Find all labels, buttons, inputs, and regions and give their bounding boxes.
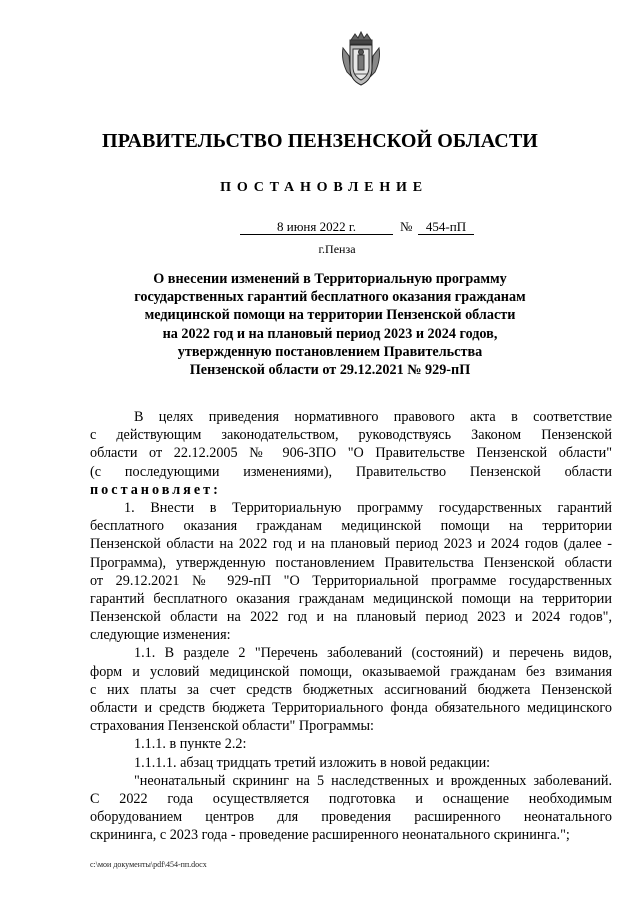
subject-line: медицинской помощи на территории Пензенской области bbox=[144, 307, 516, 324]
body-line: 1.1. В разделе 2 "Перечень заболеваний (состояний) и перечень видов, bbox=[134, 645, 612, 662]
body-line: Пензенской области на 2022 год и на плановый период 2023 и 2024 годов (далее - bbox=[90, 536, 612, 553]
document-subject bbox=[80, 270, 580, 379]
body-line: С 2022 года осуществляется подготовка и оснащение необходимым bbox=[90, 790, 612, 807]
body-line: В целях приведения нормативного правового акта в соответствие bbox=[134, 409, 612, 425]
number-sign: № bbox=[400, 219, 413, 234]
body-line: страхования Пензенской области" Программы: bbox=[90, 718, 374, 735]
document-body bbox=[90, 408, 612, 845]
body-line: области от 22.12.2005 № 906-ЗПО "О Правительстве Пензенской области" bbox=[90, 445, 612, 462]
body-line: области и средств бюджета Территориального фонда обязательного медицинского bbox=[90, 700, 612, 716]
body-line: (с последующими изменениями), Правительство Пензенской области bbox=[90, 463, 612, 480]
body-line: с них платы за счет средств бюджетных ассигнований бюджета Пензенской bbox=[90, 681, 612, 698]
body-line: 1.1.1.1. абзац тридцать третий изложить в новой редакции: bbox=[134, 754, 491, 771]
body-line: оборудованием центров для проведения расширенного неонатального bbox=[90, 809, 612, 826]
body-line: 1.1.1. в пункте 2.2: bbox=[134, 736, 247, 753]
body-line: скрининга, с 2023 года - проведение расширенного неонатального скрининга."; bbox=[90, 827, 570, 844]
body-line: 1. Внести в Территориальную программу государственных гарантий bbox=[124, 499, 612, 516]
subject-line: О внесении изменений в Территориальную программу bbox=[153, 271, 507, 287]
file-path-footer: c:\мои документы\pdf\454-пп.docx bbox=[90, 860, 207, 869]
government-title: ПРАВИТЕЛЬСТВО ПЕНЗЕНСКОЙ ОБЛАСТИ bbox=[102, 130, 538, 152]
body-line: гарантий бесплатного оказания гражданам медицинской помощи на территории bbox=[90, 590, 612, 607]
subject-line: Пензенской области от 29.12.2021 № 929-пП bbox=[189, 362, 471, 379]
body-line: "неонатальный скрининг на 5 наследственных и врожденных заболеваний. bbox=[134, 772, 612, 789]
city: г.Пенза bbox=[318, 242, 356, 256]
decree-word: постановляет: bbox=[90, 481, 221, 498]
subject-line: на 2022 год и на плановый период 2023 и 2024 годов, bbox=[162, 325, 498, 342]
body-line: от 29.12.2021 № 929-пП "О Территориальной программе государственных bbox=[90, 572, 612, 589]
body-line: следующие изменения: bbox=[90, 627, 231, 644]
body-line: Пензенской области на 2022 год и на плановый период 2023 и 2024 годов", bbox=[90, 609, 612, 626]
body-line: форм и условий медицинской помощи, оказываемой гражданам без взимания bbox=[90, 663, 612, 680]
document-number: 454-пП bbox=[418, 219, 474, 235]
document-date: 8 июня 2022 г. bbox=[240, 219, 393, 235]
coat-of-arms-icon bbox=[339, 30, 383, 88]
body-line: с действующим законодательством, руководствуясь Законом Пензенской bbox=[90, 427, 612, 444]
subject-line: утвержденную постановлением Правительства bbox=[177, 343, 483, 360]
date-number-row bbox=[240, 219, 500, 237]
subject-line: государственных гарантий бесплатного оказания гражданам bbox=[134, 289, 526, 306]
document-type: ПОСТАНОВЛЕНИЕ bbox=[220, 180, 428, 195]
body-line: Программа), утвержденную постановлением Правительства Пензенской области bbox=[90, 554, 612, 571]
body-line: бесплатного оказания гражданам медицинской помощи на территории bbox=[90, 518, 612, 535]
